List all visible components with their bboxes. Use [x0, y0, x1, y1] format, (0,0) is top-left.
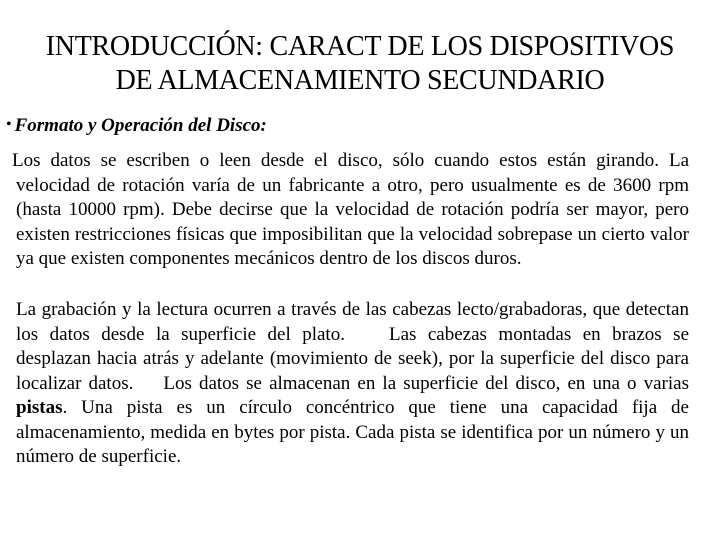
paragraph-rotation-rest: La velocidad de rotación varía de un fabricante a otro, pero usualmente es de 3600 rpm (hasta 10000 rpm). Debe decirse que la velocidad de rotación podría ser mayor, pero existen restricciones físicas que imposibilitan que la velocidad sobrepase un cierto valor ya que existen componentes mecánicos dentro de los discos duros. [16, 150, 689, 269]
paragraph-recording-part-3: Los datos se almacenan en la superficie del disco, en una o varias [163, 372, 689, 394]
slide-title-line-2: DE ALMACENAMIENTO SECUNDARIO [115, 65, 605, 96]
paragraph-rotation-start: Los datos se escriben o leen desde el disco, sólo cuando estos están girando. [12, 150, 659, 171]
slide-title-line-1: INTRODUCCIÓN: CARACT DE LOS DISPOSITIVOS [45, 31, 675, 62]
paragraph-rotation [12, 149, 689, 272]
paragraph-recording [16, 298, 689, 470]
paragraph-recording-part-4: . Una pista es un círculo concéntrico que tiene una capacidad fija de almacenamiento, medida en bytes por pista. Cada pista se identifica por un número y un número de superficie. [16, 397, 689, 467]
paragraph-recording-part-1: La grabación y la lectura ocurren a través de las cabezas lecto/grabadoras, que detectan los datos desde la superficie del plato. [16, 299, 689, 345]
slide-title [0, 30, 720, 98]
paragraph-recording-part-2: Las cabezas montadas en brazos se desplazan hacia atrás y adelante (movimiento de seek), por la superficie del disco para localizar datos. [16, 323, 689, 394]
section-heading-text: Formato y Operación del Disco: [14, 115, 267, 136]
section-heading [6, 113, 267, 138]
bold-term-pistas: pistas [16, 397, 63, 418]
bullet-icon: • [6, 116, 12, 133]
